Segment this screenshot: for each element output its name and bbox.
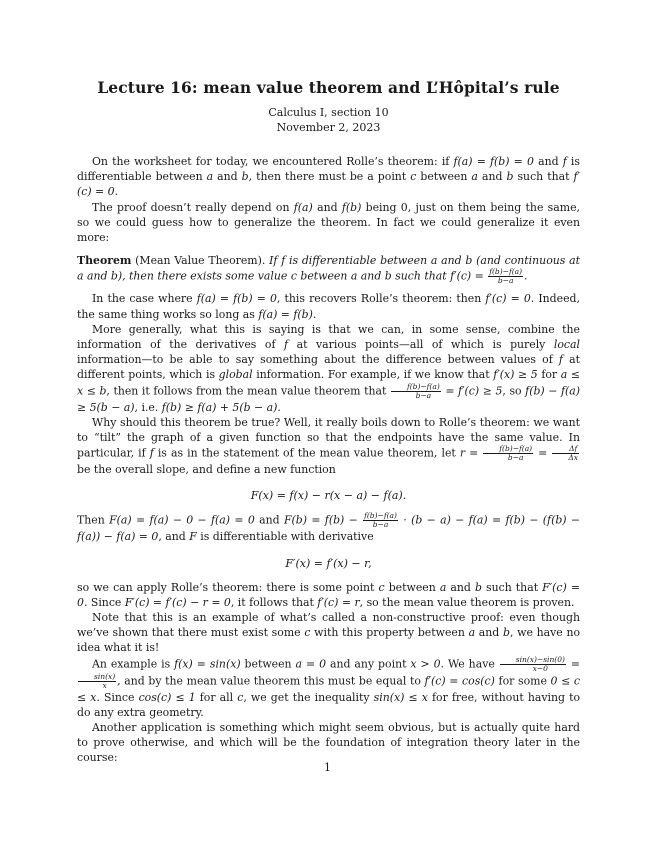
document-page: [77, 78, 580, 766]
paragraph-recovers-rolle: In the case where f(a) = f(b) = 0, this recovers Rolle’s theorem: then f′(c) = 0. Indeed, the same thing works so long as f(a) = f(b).: [77, 292, 580, 321]
course-subtitle: Calculus I, section 10: [268, 106, 389, 119]
paragraph-F-values: Then F(a) = f(a) − 0 − f(a) = 0 and F(b) = f(b) − $\frac{f(b)-f(a)}{b-a}$ · (b − a) − f(a) = f(b) − (f(b) − f(a)) − f(a) = 0, and F is differentiable with derivative: [77, 511, 581, 544]
paragraph-nonconstructive: Note that this is an example of what’s called a non-constructive proof: even though we’ve shown that there must exist some c with this property between a and b, we have no idea what it is!: [77, 611, 581, 655]
theorem-fraction: $\frac{f(b)-f(a)}{b-a}$: [489, 267, 523, 286]
paragraph-local-global: More generally, what this is saying is that we can, in some sense, combine the information of the derivatives of f at various points—all of which is purely local information—to be able to say something about the difference between values of f at different points, which is global information. For example, if we know that f′(x) ≥ 5 for a ≤ x ≤ b, then it follows from the mean value theorem that $\frac{f(b)-f(a)}{b-a}$ = f′(c) ≥ 5, so f(b) − f(a) ≥ 5(b − a), i.e. f(b) ≥ f(a) + 5(b − a).: [77, 322, 580, 414]
equation-F-definition: F(x) = f(x) − r(x − a) − f(a).: [250, 489, 407, 503]
theorem-name: (Mean Value Theorem).: [131, 254, 266, 268]
theorem-label: Theorem: [77, 254, 132, 268]
fraction-sine-over-x: $\frac{\sin(x)}{x}$: [78, 673, 116, 690]
lecture-date: November 2, 2023: [276, 121, 381, 134]
fraction-slope: $\frac{f(b)-f(a)}{b-a}$: [391, 383, 441, 400]
theorem-mean-value: Theorem (Mean Value Theorem). If f is differentiable between a and b (and continuous at a and b), then there exists some value c between a and b such that f′(c) = $\frac{f(b)-f(a)}{b-a}$ .: [77, 254, 580, 286]
paragraph-rolles-intro: On the worksheet for today, we encountered Rolle’s theorem: if f(a) = f(b) = 0 and f is differentiable between a and b, then there must be a point c between a and b such that f′(c) = 0.: [77, 155, 581, 199]
fraction-delta: $\frac{\Delta f}{\Delta x}$: [552, 445, 579, 462]
equation-F-derivative: F′(x) = f′(x) − r,: [285, 556, 372, 570]
fraction-sine-difference: $\frac{\sin(x)-\sin(0)}{x-0}$: [500, 656, 566, 673]
paragraph-generalize: The proof doesn’t really depend on f(a) and f(b) being 0, just on them being the same, so we could guess how to generalize the theorem. In fact we could generalize it even more:: [77, 200, 580, 245]
lecture-title: Lecture 16: mean value theorem and L’Hôpital’s rule: [97, 78, 560, 97]
page-number: 1: [324, 761, 331, 774]
paragraph-apply-rolle: so we can apply Rolle’s theorem: there is some point c between a and b such that F′(c) = 0. Since F′(c) = f′(c) − r = 0, it follows that f′(c) = r, so the mean value theorem is proven.: [77, 580, 580, 609]
fraction-F-b: $\frac{f(b)-f(a)}{b-a}$: [364, 511, 397, 530]
theorem-statement: If f is differentiable between a and b (and continuous at a and b), then there exists some value c between a and b such that f′(c) =: [77, 254, 580, 283]
paragraph-another-application: Another application is something which might seem obvious, but is actually quite hard to prove otherwise, and which will be the foundation of integration theory later in the course:: [77, 721, 580, 765]
paragraph-why-true: Why should this theorem be true? Well, it really boils down to Rolle’s theorem: we want to “tilt” the graph of a given function so that the endpoints have the same value. In particular, if f is as in the statement of the mean value theorem, let r = $\frac{f(b)-f(a)}{b-a}$ = $\frac{\Delta f}{\Delta x}$ be the overall slope, and define a new function: [77, 415, 580, 477]
fraction-slope-r: $\frac{f(b)-f(a)}{b-a}$: [483, 445, 533, 462]
paragraph-sine-example: An example is f(x) = sin(x) between a = 0 and any point x > 0. We have $\frac{\sin(x)-\sin(0)}{x-0}$ = $\frac{\sin(x)}{x}$ , and by the mean value theorem this must be equal to f′(c) = cos(c) for some 0 ≤ c ≤ x. Since cos(c) ≤ 1 for all c, we get the inequality sin(x) ≤ x for free, without having to do any extra geometry.: [77, 654, 581, 719]
lecture-body: [77, 154, 580, 766]
